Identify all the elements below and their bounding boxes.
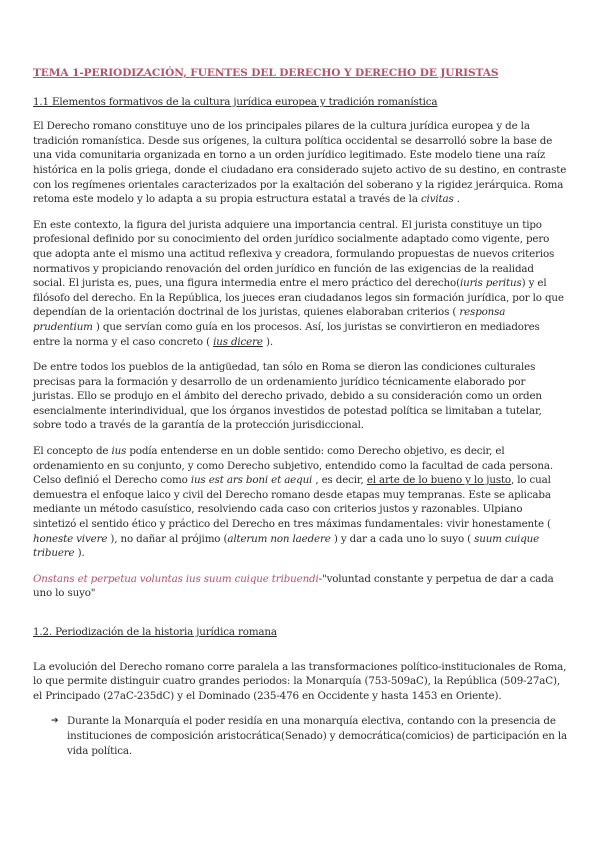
latin-term-ars-boni: ius est ars boni et aequi: [190, 474, 313, 487]
bullet-list: [33, 714, 568, 758]
list-item-text: Durante la Monarquía el poder residía en una monarquía electiva, contando con la presencia de instituciones de composición aristocrática(Senado) y democrática(comicios) de participación en la vida política.: [67, 715, 567, 757]
quote-translation: -"voluntad constante y perpetua de dar a cada uno lo suyo": [33, 572, 554, 600]
paragraph-end: ).: [74, 547, 85, 560]
section-heading-1-2: 1.2. Periodización de la historia jurídica romana: [33, 626, 277, 638]
paragraph-text: De entre todos los pueblos de la antigüedad, tan sólo en Roma se dieron las condiciones culturales precisas para la formación y desarrollo de un ordenamiento jurídico técnicamente elaborado por juristas. Ello se produjo en el ámbito del derecho privado, debido a su consideración como un orden esencialmente interindividual, que los órganos investidos de potestad política se limitaban a tutelar, sobre todo a través de la garantía de la protección jurisdiccional.: [33, 361, 542, 432]
paragraph-end: ).: [262, 335, 273, 348]
paragraph-text: ) que servían como guía en los procesos. Así, los juristas se convirtieron en mediadores entre la norma y el caso concreto (: [33, 320, 540, 348]
list-item: [51, 714, 568, 758]
paragraph-text: La evolución del Derecho romano corre paralela a las transformaciones político-institucionales de Roma, lo que permite distinguir cuatro grandes periodos: la Monarquía (753-509aC), la República (509-27aC), el Principado (27aC-235dC) y el Dominado (235-476 en Occidente y hasta 1453 en Oriente).: [33, 660, 567, 702]
paragraph-text: El Derecho romano constituye uno de los principales pilares de la cultura jurídica europea y de la tradición romanística. Desde sus orígenes, la cultura política occidental se desarrolló sobre la base de una vida comunitaria organizada en torno a un orden jurídico legitimado. Este modelo tiene una raíz histórica en la polis griega, donde el ciudadano era considerado sujeto activo de su destino, en contraste con los regímenes orientales caracterizados por la exaltación del soberano y la rigidez jerárquica. Roma retoma este modelo y lo adapta a su propia estructura estatal a través de la: [33, 120, 567, 206]
paragraph-text: , lo cual demuestra el enfoque laico y civil del Derecho romano desde etapas muy tempranas. Este se aplicaba mediante un método casuístico, resolviendo cada caso con criterios justos y razonables. Ulpiano sintetizó el sentido ético y práctico del Derecho en tres máximas fundamentales: vivir honestamente (: [33, 474, 551, 531]
section-heading-1-1: 1.1 Elementos formativos de la cultura jurídica europea y tradición romanística: [33, 95, 438, 108]
latin-term-alterum-non-laedere: alterum non laedere: [227, 532, 331, 545]
latin-term-iuris-peritus: iuris peritus: [459, 277, 522, 290]
latin-term-suum-cuique: suum cuique tribuere: [33, 532, 540, 560]
paragraph-periodizacion: [33, 660, 568, 704]
quote-ulpiano: [33, 572, 568, 601]
underlined-definition: el arte de lo bueno y lo justo: [366, 474, 511, 487]
paragraph-text: El concepto de: [33, 445, 112, 458]
latin-term-ius: ius: [111, 445, 127, 458]
paragraph-roma-antiguedad: [33, 360, 568, 433]
latin-term-responsa-prudentium: responsa prudentium: [33, 306, 506, 333]
document-content: [33, 66, 568, 758]
paragraph-text: ), no dañar al prójimo (: [107, 532, 228, 545]
paragraph-text: podía entenderse en un doble sentido: como Derecho objetivo, es decir, el ordenamiento en su conjunto, y como Derecho subjetivo, entendido como la facultad de cada persona. Celso definió el Derecho como: [33, 445, 553, 487]
paragraph-text: , es decir,: [312, 474, 367, 487]
document-title: TEMA 1-PERIODIZACIÓN, FUENTES DEL DERECHO Y DERECHO DE JURISTAS: [33, 67, 499, 79]
arrow-bullet-icon: ➔: [51, 716, 59, 727]
latin-term-ius-dicere: ius dicere: [213, 335, 263, 348]
latin-term-civitas: civitas: [420, 193, 454, 206]
paragraph-end: .: [453, 193, 460, 206]
paragraph-concepto-ius: [33, 444, 568, 561]
paragraph-text: ) y el filósofo del derecho. En la República, los jueces eran ciudadanos legos sin formación jurídica, por lo que dependían de la orientación doctrinal de los juristas, quienes elaboraban criterios (: [33, 277, 564, 319]
quote-latin: Onstans et perpetua voluntas ius suum cuique tribuendi: [33, 572, 319, 585]
latin-term-honeste-vivere: honeste vivere: [33, 532, 108, 545]
paragraph-cultura-juridica: [33, 119, 568, 207]
paragraph-text: ) y dar a cada uno lo suyo (: [330, 532, 475, 545]
paragraph-text: En este contexto, la figura del jurista adquiere una importancia central. El jurista constituye un tipo profesional definido por su conocimiento del orden jurídico socialmente adaptado como vigente, pero que adopta ante el mismo una actitud reflexiva y creadora, formulando propuestas de nuevos criterios normativos y propiciando renovación del orden jurídico en función de las exigencias de la realidad social. El jurista es, pues, una figura intermedia entre el mero práctico del derecho(: [33, 218, 555, 290]
paragraph-figura-jurista: [33, 218, 568, 349]
